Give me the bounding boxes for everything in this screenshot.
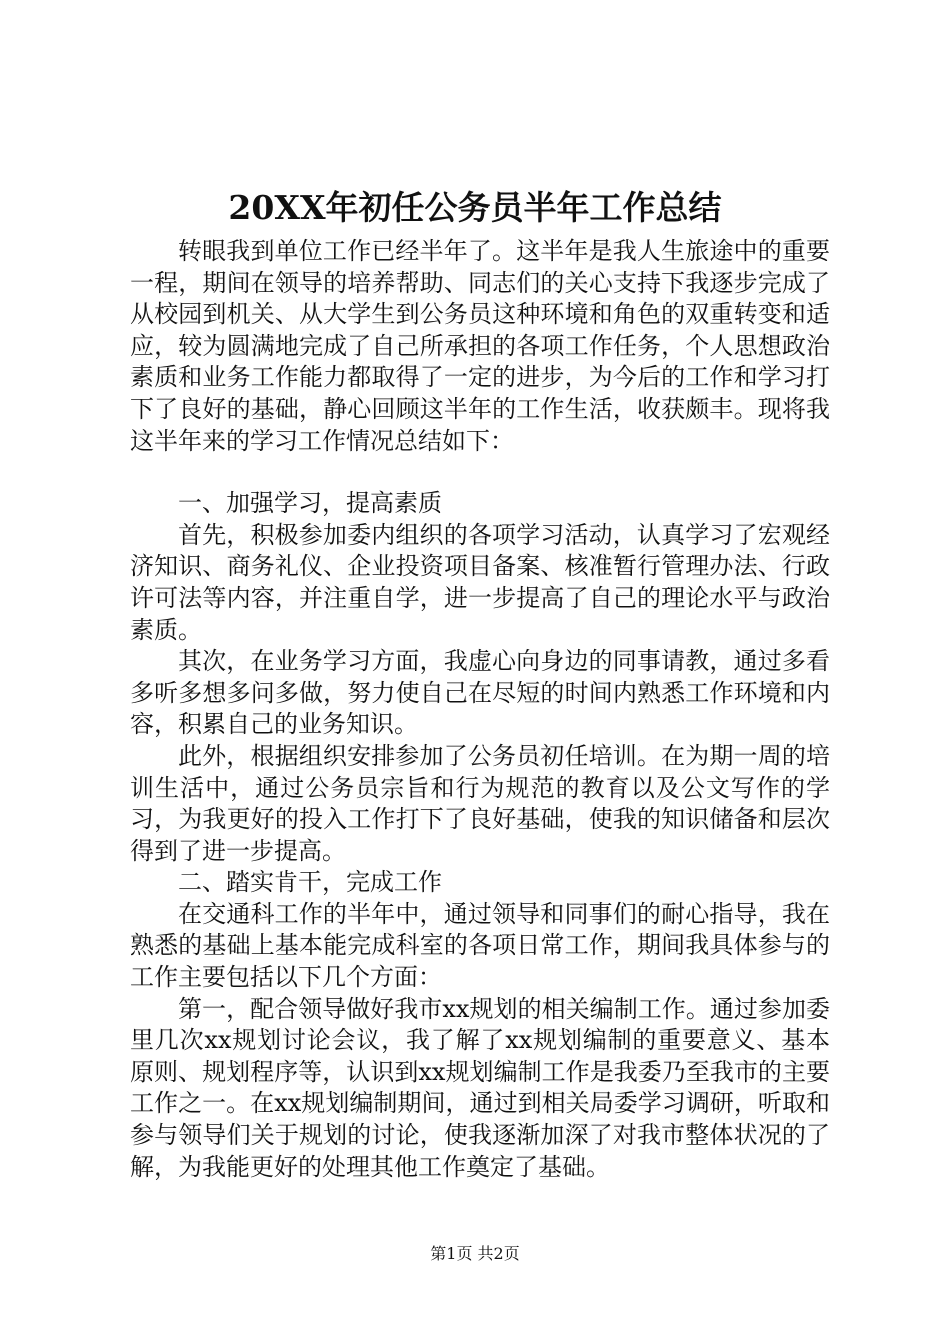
section2-paragraph-2: 第一，配合领导做好我市xx规划的相关编制工作。通过参加委里几次xx规划讨论会议，我了解了xx规划编制的重要意义、基本原则、规划程序等，认识到xx规划编制工作是我委乃至我市的主要工作之一。在xx规划编制期间，通过到相关局委学习调研，听取和参与领导们关于规划的讨论，使我逐渐加深了对我市整体状况的了解，为我能更好的处理其他工作奠定了基础。 <box>130 994 830 1181</box>
document-body <box>130 236 830 1183</box>
section-heading-2: 二、踏实肯干，完成工作 <box>178 868 442 897</box>
intro-paragraph: 转眼我到单位工作已经半年了。这半年是我人生旅途中的重要一程，期间在领导的培养帮助、同志们的关心支持下我逐步完成了从校园到机关、从大学生到公务员这种环境和角色的双重转变和适应，较为圆满地完成了自己所承担的各项工作任务，个人思想政治素质和业务工作能力都取得了一定的进步，为今后的工作和学习打下了良好的基础，静心回顾这半年的工作生活，收获颇丰。现将我这半年来的学习工作情况总结如下： <box>130 237 830 455</box>
document-title: 20XX年初任公务员半年工作总结 <box>228 188 722 227</box>
page-footer: 第1页 共2页 <box>430 1244 520 1263</box>
section-heading-1: 一、加强学习，提高素质 <box>178 489 442 518</box>
section2-paragraph-1: 在交通科工作的半年中，通过领导和同事们的耐心指导，我在熟悉的基础上基本能完成科室的各项日常工作，期间我具体参与的工作主要包括以下几个方面： <box>130 899 830 992</box>
section1-paragraph-2: 其次，在业务学习方面，我虚心向身边的同事请教，通过多看多听多想多问多做，努力使自己在尽短的时间内熟悉工作环境和内容，积累自己的业务知识。 <box>130 647 830 739</box>
section1-paragraph-3: 此外，根据组织安排参加了公务员初任培训。在为期一周的培训生活中，通过公务员宗旨和行为规范的教育以及公文写作的学习，为我更好的投入工作打下了良好基础，使我的知识储备和层次得到了进一步提高。 <box>130 741 830 865</box>
section1-paragraph-1: 首先，积极参加委内组织的各项学习活动，认真学习了宏观经济知识、商务礼仪、企业投资项目备案、核准暂行管理办法、行政许可法等内容，并注重自学，进一步提高了自己的理论水平与政治素质。 <box>130 520 830 644</box>
paragraph-gap <box>130 457 830 488</box>
